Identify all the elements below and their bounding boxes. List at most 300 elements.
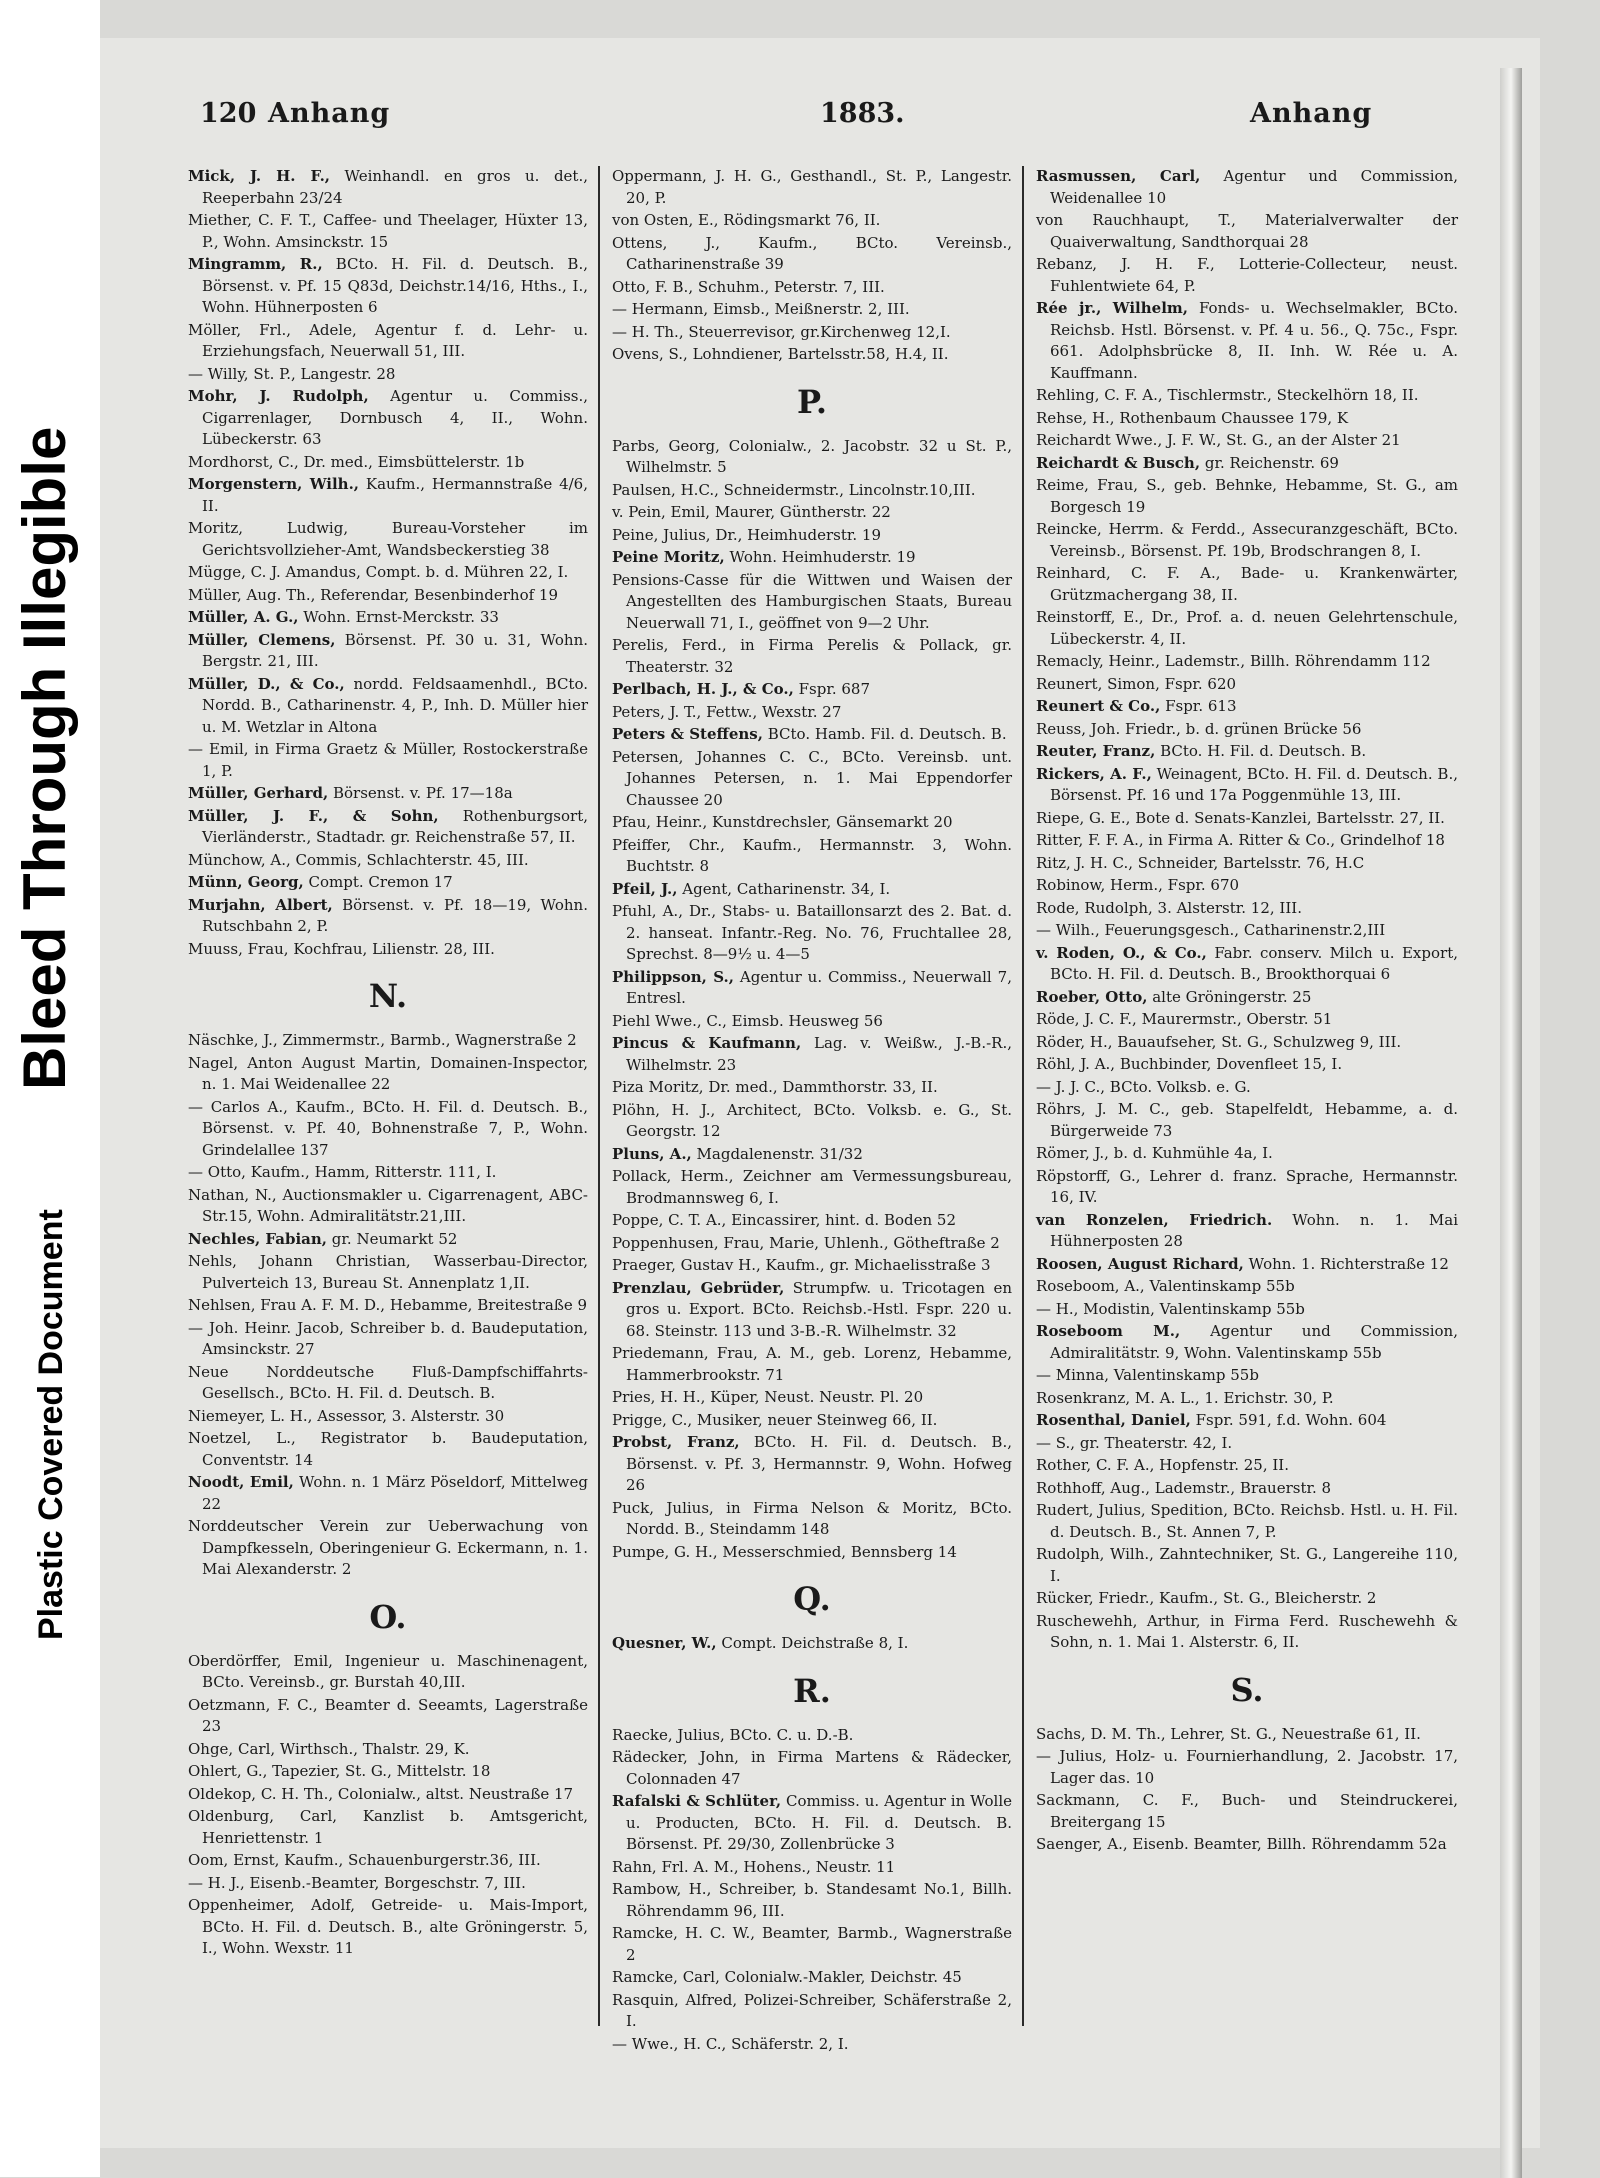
entry-text: Pfau, Heinr., Kunstdrechsler, Gänsemarkt 20 — [612, 813, 953, 831]
directory-entry — [1036, 920, 1458, 942]
directory-entry — [188, 1428, 588, 1471]
entry-text: Römer, J., b. d. Kuhmühle 4a, I. — [1036, 1144, 1273, 1162]
entry-text: Ottens, J., Kaufm., BCto. Vereinsb., Catharinenstraße 39 — [612, 233, 1012, 273]
directory-entry — [612, 812, 1012, 834]
directory-entry — [188, 1695, 588, 1738]
entry-text: v. Pein, Emil, Maurer, Güntherstr. 22 — [612, 503, 891, 521]
entry-text: BCto. Hamb. Fil. d. Deutsch. B. — [767, 725, 1007, 743]
entry-text: Rahn, Frl. A. M., Hohens., Neustr. 11 — [612, 1857, 896, 1876]
entry-text: Ramcke, H. C. W., Beamter, Barmb., Wagnerstraße 2 — [612, 1924, 1012, 1964]
entry-text: Agentur und Commission, Weidenallee 10 — [1050, 167, 1458, 207]
entry-name: Mick, J. H. F., — [188, 167, 331, 185]
entry-text: Fspr. 687 — [798, 680, 871, 698]
entry-text: Nathan, N., Auctionsmakler u. Cigarrenagent, ABC-Str.15, Wohn. Admiralitätstr.21,III. — [188, 1185, 588, 1225]
directory-entry — [1036, 1077, 1458, 1099]
directory-entry — [1036, 1099, 1458, 1142]
entry-text: nordd. Feldsaamenhdl., BCto. Nordd. B., Catharinenstr. 4, P., Inh. D. Müller hier u. M. Wetzlar in Altona — [202, 674, 588, 736]
entry-text: Rebanz, J. H. F., Lotterie-Collecteur, neust. Fuhlentwiete 64, P. — [1036, 255, 1458, 295]
entry-text: Börsenst. Pf. 30 u. 31, Wohn. Bergstr. 21, III. — [202, 630, 588, 670]
directory-entry — [1036, 1410, 1458, 1432]
directory-entry — [612, 344, 1012, 366]
directory-entry — [612, 679, 1012, 701]
entry-text: Oom, Ernst, Kaufm., Schauenburgerstr.36, III. — [188, 1851, 541, 1869]
directory-entry — [1036, 210, 1458, 253]
directory-entry — [188, 364, 588, 386]
entry-text: Pumpe, G. H., Messerschmied, Bennsberg 14 — [612, 1542, 957, 1561]
directory-entry — [612, 1990, 1012, 2033]
directory-entry — [612, 502, 1012, 524]
entry-text: Röpstorff, G., Lehrer d. franz. Sprache, Hermannstr. 16, IV. — [1036, 1166, 1458, 1206]
entry-text: Niemeyer, L. H., Assessor, 3. Alsterstr. 30 — [188, 1406, 505, 1425]
entry-text: Muuss, Frau, Kochfrau, Lilienstr. 28, III. — [188, 939, 495, 958]
directory-entry — [612, 299, 1012, 321]
entry-text: Moritz, Ludwig, Bureau-Vorsteher im Gerichtsvollzieher-Amt, Wandsbeckerstieg 38 — [188, 519, 588, 559]
year-heading: 1883. — [820, 98, 905, 129]
directory-entry — [612, 1210, 1012, 1232]
entry-text: Rother, C. F. A., Hopfenstr. 25, II. — [1036, 1456, 1290, 1474]
entry-text: Kaufm., Hermannstraße 4/6, II. — [202, 475, 588, 515]
directory-entry — [1036, 943, 1458, 986]
entry-text: — S., gr. Theaterstr. 42, I. — [1036, 1433, 1233, 1452]
entry-text: Prigge, C., Musiker, neuer Steinweg 66, II. — [612, 1410, 938, 1429]
entry-text: — Minna, Valentinskamp 55b — [1036, 1366, 1259, 1384]
entry-text: Reichardt Wwe., J. F. W., St. G., an der Alster 21 — [1036, 431, 1401, 449]
directory-entry — [1036, 1611, 1458, 1654]
entry-text: Noetzel, L., Registrator b. Baudeputation, Conventstr. 14 — [188, 1429, 588, 1469]
entry-text: Ohge, Carl, Wirthsch., Thalstr. 29, K. — [188, 1739, 470, 1758]
entry-text: Priedemann, Frau, A. M., geb. Lorenz, Hebamme, Hammerbrookstr. 71 — [612, 1344, 1012, 1384]
directory-entry — [188, 607, 588, 629]
entry-name: Pincus & Kaufmann, — [612, 1034, 802, 1052]
entry-text: — H., Modistin, Valentinskamp 55b — [1036, 1299, 1305, 1318]
directory-entry — [1036, 853, 1458, 875]
entry-text: Otto, F. B., Schuhm., Peterstr. 7, III. — [612, 277, 885, 296]
entry-text: Rothhoff, Aug., Lademstr., Brauerstr. 8 — [1036, 1478, 1332, 1497]
directory-entry — [612, 1255, 1012, 1277]
directory-entry — [1036, 1478, 1458, 1500]
letter-heading: N. — [368, 977, 408, 1015]
section-title-right: Anhang — [1250, 98, 1373, 129]
column-divider — [598, 166, 600, 2026]
letter-heading: P. — [797, 382, 827, 421]
directory-column-1 — [188, 166, 588, 2036]
entry-text: Rudolph, Wilh., Zahntechniker, St. G., Langereihe 110, I. — [1036, 1545, 1458, 1585]
entry-text: Saenger, A., Eisenb. Beamter, Billh. Röhrendamm 52a — [1036, 1835, 1447, 1853]
entry-text: Rothenburgsort, Vierländerstr., Stadtadr. gr. Reichenstraße 57, II. — [202, 806, 588, 846]
directory-entry — [1036, 1388, 1458, 1410]
directory-entry — [188, 1053, 588, 1096]
letter-heading: Q. — [793, 1580, 831, 1618]
directory-page — [100, 38, 1540, 2148]
entry-text: Agent, Catharinenstr. 34, I. — [682, 879, 891, 898]
directory-entry — [1036, 166, 1458, 209]
directory-entry — [1036, 385, 1458, 407]
entry-text: Oppenheimer, Adolf, Getreide- u. Mais-Import, BCto. H. Fil. d. Deutsch. B., alte Gröningerstr. 5, I., Wohn. Wexstr. 11 — [188, 1896, 588, 1957]
entry-text: Norddeutscher Verein zur Ueberwachung von Dampfkesseln, Oberingenieur G. Eckermann, n. 1. Mai Alexanderstr. 2 — [188, 1517, 588, 1578]
directory-entry — [612, 1233, 1012, 1255]
directory-entry — [188, 1295, 588, 1317]
entry-text: Parbs, Georg, Colonialw., 2. Jacobstr. 32 u St. P., Wilhelmstr. 5 — [612, 436, 1012, 476]
entry-text: BCto. H. Fil. d. Deutsch. B., Börsenst. v. Pf. 3, Hermannstr. 9, Wohn. Hofweg 26 — [626, 1433, 1012, 1494]
directory-entry — [612, 1879, 1012, 1922]
entry-name: Müller, Clemens, — [188, 630, 336, 649]
page-number: 120 — [200, 98, 257, 129]
directory-entry — [612, 1633, 1012, 1655]
entry-text: Mordhorst, C., Dr. med., Eimsbüttelerstr. 1b — [188, 452, 525, 471]
entry-text: gr. Reichenstr. 69 — [1204, 453, 1339, 472]
directory-entry — [188, 1162, 588, 1184]
entry-text: Compt. Deichstraße 8, I. — [721, 1634, 909, 1652]
entry-text: Fspr. 613 — [1165, 697, 1237, 715]
directory-entry — [1036, 808, 1458, 830]
entry-name: Rosenthal, Daniel, — [1036, 1411, 1191, 1429]
directory-entry — [612, 967, 1012, 1010]
entry-text: Raecke, Julius, BCto. C. u. D.-B. — [612, 1725, 854, 1744]
entry-text: Wohn. n. 1 März Pöseldorf, Mittelweg 22 — [202, 1473, 588, 1513]
entry-text: Sackmann, C. F., Buch- und Steindruckerei, Breitergang 15 — [1036, 1791, 1458, 1831]
entry-text: Näschke, J., Zimmermstr., Barmb., Wagnerstraße 2 — [188, 1031, 577, 1049]
entry-text: Oberdörffer, Emil, Ingenieur u. Maschinenagent, BCto. Vereinsb., gr. Burstah 40,III. — [188, 1651, 588, 1691]
entry-text: — Wwe., H. C., Schäferstr. 2, I. — [612, 2034, 849, 2053]
entry-name: Rasmussen, Carl, — [1036, 167, 1201, 185]
entry-text: Praeger, Gustav H., Kaufm., gr. Michaelisstraße 3 — [612, 1256, 991, 1274]
directory-entry — [1036, 475, 1458, 518]
directory-entry — [1036, 1724, 1458, 1746]
section-title-left: Anhang — [268, 98, 391, 129]
directory-entry — [612, 1077, 1012, 1099]
plastic-covered-stamp: Plastic Covered Document — [32, 1209, 70, 1640]
directory-entry — [1036, 1254, 1458, 1276]
directory-entry — [1036, 1009, 1458, 1031]
directory-entry — [188, 320, 588, 363]
directory-entry — [1036, 453, 1458, 475]
entry-text: Weinagent, BCto. H. Fil. d. Deutsch. B., Börsenst. Pf. 16 und 17a Poggenmühle 13, III. — [1050, 764, 1458, 804]
directory-entry — [612, 702, 1012, 724]
entry-text: Reuss, Joh. Friedr., b. d. grünen Brücke 56 — [1036, 719, 1362, 738]
entry-text: Wohn. Heimhuderstr. 19 — [729, 548, 916, 566]
directory-entry — [612, 1343, 1012, 1386]
letter-heading: R. — [793, 1671, 831, 1710]
directory-entry — [612, 1725, 1012, 1747]
entry-name: van Ronzelen, Friedrich. — [1036, 1210, 1273, 1229]
directory-entry — [1036, 987, 1458, 1009]
directory-entry — [188, 1761, 588, 1783]
entry-name: Roosen, August Richard, — [1036, 1254, 1244, 1273]
directory-entry — [1036, 741, 1458, 763]
directory-entry — [188, 630, 588, 673]
directory-entry — [612, 1967, 1012, 1989]
entry-name: Probst, Franz, — [612, 1433, 740, 1451]
directory-entry — [612, 436, 1012, 479]
directory-entry — [1036, 607, 1458, 650]
entry-text: Robinow, Herm., Fspr. 670 — [1036, 876, 1240, 894]
directory-entry — [612, 747, 1012, 812]
entry-text: Möller, Frl., Adele, Agentur f. d. Lehr- u. Erziehungsfach, Neuerwall 51, III. — [188, 320, 588, 360]
directory-entry — [1036, 298, 1458, 384]
directory-entry — [188, 1850, 588, 1872]
entry-text: Nehls, Johann Christian, Wasserbau-Director, Pulverteich 13, Bureau St. Annenplatz 1,II. — [188, 1252, 588, 1292]
entry-text: Roseboom, A., Valentinskamp 55b — [1036, 1277, 1295, 1295]
entry-name: Morgenstern, Wilh., — [188, 475, 360, 493]
entry-text: Reinhard, C. F. A., Bade- u. Krankenwärter, Grützmachergang 38, II. — [1036, 564, 1458, 604]
entry-text: Remacly, Heinr., Lademstr., Billh. Röhrendamm 112 — [1036, 652, 1431, 670]
directory-entry — [612, 1747, 1012, 1790]
directory-entry — [188, 1406, 588, 1428]
directory-entry — [612, 879, 1012, 901]
entry-text: — Joh. Heinr. Jacob, Schreiber b. d. Baudeputation, Amsinckstr. 27 — [188, 1318, 588, 1358]
directory-entry — [1036, 519, 1458, 562]
entry-name: Roseboom M., — [1036, 1322, 1181, 1340]
directory-entry — [612, 1542, 1012, 1564]
entry-name: Rickers, A. F., — [1036, 764, 1152, 783]
entry-text: — Hermann, Eimsb., Meißnerstr. 2, III. — [612, 300, 910, 318]
entry-text: Sachs, D. M. Th., Lehrer, St. G., Neuestraße 61, II. — [1036, 1724, 1421, 1743]
directory-entry — [1036, 875, 1458, 897]
entry-text: — Willy, St. P., Langestr. 28 — [188, 364, 396, 383]
entry-text: Röde, J. C. F., Maurermstr., Oberstr. 51 — [1036, 1010, 1333, 1028]
entry-text: BCto. H. Fil. d. Deutsch. B. — [1160, 742, 1367, 760]
entry-name: Philippson, S., — [612, 967, 734, 986]
entry-text: von Osten, E., Rödingsmarkt 76, II. — [612, 211, 881, 229]
directory-entry — [612, 901, 1012, 966]
directory-entry — [612, 277, 1012, 299]
entry-text: Fspr. 591, f.d. Wohn. 604 — [1195, 1411, 1387, 1429]
entry-text: Agentur u. Commiss., Cigarrenlager, Dornbusch 4, II., Wohn. Lübeckerstr. 63 — [202, 387, 588, 448]
entry-text: Strumpfw. u. Tricotagen en gros u. Export. BCto. Reichsb.-Hstl. Fspr. 220 u. 68. Steinstr. 113 und 3-B.-R. Wilhelmstr. 32 — [626, 1278, 1012, 1340]
directory-entry — [612, 1033, 1012, 1076]
entry-text: — Wilh., Feuerungsgesch., Catharinenstr.2,III — [1036, 921, 1386, 939]
directory-entry — [188, 739, 588, 782]
entry-name: Peters & Steffens, — [612, 725, 763, 743]
directory-entry — [188, 895, 588, 938]
directory-entry — [188, 518, 588, 561]
directory-entry — [188, 562, 588, 584]
directory-entry — [1036, 764, 1458, 807]
entry-text: Reincke, Herrm. & Ferdd., Assecuranzgeschäft, BCto. Vereinsb., Börsenst. Pf. 19b, Brodschrangen 8, I. — [1036, 520, 1458, 560]
entry-text: Puck, Julius, in Firma Nelson & Moritz, BCto. Nordd. B., Steindamm 148 — [612, 1498, 1012, 1538]
entry-text: Oldenburg, Carl, Kanzlist b. Amtsgericht, Henriettenstr. 1 — [188, 1807, 588, 1847]
directory-entry — [1036, 563, 1458, 606]
directory-column-3 — [1036, 166, 1458, 2036]
entry-text: Pfuhl, A., Dr., Stabs- u. Bataillonsarzt des 2. Bat. d. 2. hanseat. Infantr.-Reg. No. 76, Fruchtallee 28, Sprechst. 8—9½ u. 4—5 — [612, 902, 1012, 963]
entry-name: Peine Moritz, — [612, 548, 725, 566]
entry-name: Prenzlau, Gebrüder, — [612, 1278, 785, 1297]
letter-heading: S. — [1230, 1670, 1264, 1709]
directory-entry — [612, 2034, 1012, 2056]
directory-entry — [1036, 1746, 1458, 1789]
directory-entry — [188, 1229, 588, 1251]
entry-text: Ruschewehh, Arthur, in Firma Ferd. Ruschewehh & Sohn, n. 1. Mai 1. Alsterstr. 6, II. — [1036, 1611, 1458, 1651]
entry-text: Pfeiffer, Chr., Kaufm., Hermannstr. 3, Wohn. Buchtstr. 8 — [612, 835, 1012, 875]
directory-entry — [188, 939, 588, 961]
directory-entry — [1036, 430, 1458, 452]
entry-text: — H. J., Eisenb.-Beamter, Borgeschstr. 7, III. — [188, 1873, 526, 1892]
directory-entry — [188, 1472, 588, 1515]
directory-entry — [1036, 1143, 1458, 1165]
directory-entry — [612, 1278, 1012, 1343]
entry-text: Wohn. 1. Richterstraße 12 — [1248, 1254, 1449, 1273]
entry-text: Weinhandl. en gros u. det., Reeperbahn 23/24 — [202, 167, 588, 207]
directory-entry — [188, 1784, 588, 1806]
directory-entry — [612, 724, 1012, 746]
entry-text: Piehl Wwe., C., Eimsb. Heusweg 56 — [612, 1011, 883, 1030]
entry-text: Rehling, C. F. A., Tischlermstr., Steckelhörn 18, II. — [1036, 386, 1419, 404]
bleed-through-stamp: Bleed Through Illegible — [11, 426, 78, 1090]
entry-name: Reichardt & Busch, — [1036, 453, 1201, 472]
entry-text: Agentur und Commission, Admiralitätstr. 9, Wohn. Valentinskamp 55b — [1050, 1322, 1458, 1362]
entry-text: Agentur u. Commiss., Neuerwall 7, Entresl. — [626, 967, 1012, 1007]
entry-text: gr. Neumarkt 52 — [331, 1229, 458, 1248]
directory-entry — [612, 835, 1012, 878]
entry-text: Oldekop, C. H. Th., Colonialw., altst. Neustraße 17 — [188, 1784, 574, 1803]
entry-text: Magdalenenstr. 31/32 — [696, 1144, 863, 1163]
directory-entry — [188, 1895, 588, 1960]
entry-text: Rädecker, John, in Firma Martens & Rädecker, Colonnaden 47 — [612, 1748, 1012, 1788]
entry-name: Rée jr., Wilhelm, — [1036, 299, 1188, 317]
directory-entry — [1036, 1166, 1458, 1209]
entry-name: Nechles, Fabian, — [188, 1229, 328, 1248]
directory-entry — [612, 1857, 1012, 1879]
directory-entry — [188, 474, 588, 517]
directory-entry — [612, 1100, 1012, 1143]
entry-text: Wohn. n. 1. Mai Hühnerposten 28 — [1050, 1210, 1458, 1250]
entry-text: Reunert, Simon, Fspr. 620 — [1036, 674, 1237, 693]
entry-text: Plöhn, H. J., Architect, BCto. Volksb. e. G., St. Georgstr. 12 — [612, 1100, 1012, 1140]
directory-entry — [188, 783, 588, 805]
entry-text: Röhrs, J. M. C., geb. Stapelfeldt, Hebamme, a. d. Bürgerweide 73 — [1036, 1100, 1458, 1140]
directory-entry — [188, 1516, 588, 1581]
entry-text: Wohn. Ernst-Merckstr. 33 — [303, 608, 499, 626]
directory-entry — [1036, 254, 1458, 297]
directory-entry — [1036, 1544, 1458, 1587]
directory-entry — [1036, 1276, 1458, 1298]
entry-text: Piza Moritz, Dr. med., Dammthorstr. 33, II. — [612, 1078, 938, 1096]
entry-text: Rosenkranz, M. A. L., 1. Erichstr. 30, P. — [1036, 1388, 1334, 1407]
entry-text: — Carlos A., Kaufm., BCto. H. Fil. d. Deutsch. B., Börsenst. v. Pf. 40, Bohnenstraße 7, P., Wohn. Grindelallee 137 — [188, 1097, 588, 1159]
entry-text: von Rauchhaupt, T., Materialverwalter der Quaiverwaltung, Sandthorquai 28 — [1036, 211, 1458, 251]
directory-entry — [1036, 696, 1458, 718]
directory-entry — [188, 1651, 588, 1694]
page-edge — [1500, 68, 1522, 2178]
directory-entry — [612, 1011, 1012, 1033]
entry-name: Murjahn, Albert, — [188, 895, 333, 914]
entry-text: Pensions-Casse für die Wittwen und Waisen der Angestellten des Hamburgischen Staats, Bureau Neuerwall 71, I., geöffnet von 9—2 Uhr. — [612, 570, 1012, 632]
directory-entry — [612, 1498, 1012, 1541]
entry-text: — Julius, Holz- u. Fournierhandlung, 2. Jacobstr. 17, Lager das. 10 — [1036, 1747, 1458, 1787]
entry-text: Börsenst. v. Pf. 17—18a — [332, 784, 513, 802]
directory-entry — [612, 1410, 1012, 1432]
entry-text: Nagel, Anton August Martin, Domainen-Inspector, n. 1. Mai Weidenallee 22 — [188, 1053, 588, 1093]
entry-text: Ritz, J. H. C., Schneider, Bartelsstr. 76, H.C — [1036, 853, 1365, 872]
directory-entry — [612, 480, 1012, 502]
directory-entry — [612, 1166, 1012, 1209]
entry-name: Quesner, W., — [612, 1634, 717, 1652]
entry-text: Rasquin, Alfred, Polizei-Schreiber, Schäferstraße 2, I. — [612, 1990, 1012, 2030]
directory-entry — [1036, 1500, 1458, 1543]
entry-text: Neue Norddeutsche Fluß-Dampfschiffahrts-Gesellsch., BCto. H. Fil. d. Deutsch. B. — [188, 1362, 588, 1402]
entry-text: Compt. Cremon 17 — [308, 873, 453, 891]
directory-entry — [188, 806, 588, 849]
entry-name: Mingramm, R., — [188, 255, 323, 273]
directory-entry — [188, 1806, 588, 1849]
entry-text: Rücker, Friedr., Kaufm., St. G., Bleicherstr. 2 — [1036, 1589, 1377, 1607]
entry-text: Perelis, Ferd., in Firma Perelis & Pollack, gr. Theaterstr. 32 — [612, 636, 1012, 676]
entry-text: Reinstorff, E., Dr., Prof. a. d. neuen Gelehrtenschule, Lübeckerstr. 4, II. — [1036, 608, 1458, 648]
entry-text: Ramcke, Carl, Colonialw.-Makler, Deichstr. 45 — [612, 1968, 962, 1986]
entry-text: Oetzmann, F. C., Beamter d. Seeamts, Lagerstraße 23 — [188, 1695, 588, 1735]
entry-text: Ovens, S., Lohndiener, Bartelsstr.58, H.4, II. — [612, 345, 949, 363]
directory-entry — [188, 452, 588, 474]
entry-name: Müller, A. G., — [188, 608, 299, 626]
directory-entry — [612, 166, 1012, 209]
entry-text: Miether, C. F. T., Caffee- und Theelager, Hüxter 13, P., Wohn. Amsinckstr. 15 — [188, 211, 588, 251]
directory-entry — [612, 1432, 1012, 1497]
directory-entry — [612, 322, 1012, 344]
entry-text: Poppe, C. T. A., Eincassirer, hint. d. Boden 52 — [612, 1211, 957, 1229]
directory-entry — [188, 386, 588, 451]
directory-entry — [1036, 1321, 1458, 1364]
entry-name: Noodt, Emil, — [188, 1473, 294, 1491]
directory-entry — [188, 1030, 588, 1052]
directory-entry — [1036, 1588, 1458, 1610]
entry-text: Fonds- u. Wechselmakler, BCto. Reichsb. Hstl. Börsenst. v. Pf. 4 u. 56., Q. 75c., Fspr. 661. Adolphsbrücke 8, II. Inh. W. Rée u. A. Kauffmann. — [1050, 299, 1458, 382]
entry-text: Pollack, Herm., Zeichner am Vermessungsbureau, Brodmannsweg 6, I. — [612, 1167, 1012, 1207]
directory-entry — [1036, 1210, 1458, 1253]
entry-text: Mügge, C. J. Amandus, Compt. b. d. Mühren 22, I. — [188, 563, 569, 581]
directory-entry — [1036, 1054, 1458, 1076]
entry-text: Rehse, H., Rothenbaum Chaussee 179, K — [1036, 408, 1349, 427]
entry-text: — H. Th., Steuerrevisor, gr.Kirchenweg 12,I. — [612, 322, 951, 341]
directory-entry — [1036, 1032, 1458, 1054]
directory-entry — [612, 1791, 1012, 1856]
directory-entry — [188, 1251, 588, 1294]
entry-name: Pfeil, J., — [612, 879, 678, 898]
directory-entry — [1036, 1433, 1458, 1455]
directory-entry — [1036, 830, 1458, 852]
entry-text: — Emil, in Firma Graetz & Müller, Rostockerstraße 1, P. — [188, 740, 588, 780]
entry-text: Münchow, A., Commis, Schlachterstr. 45, III. — [188, 850, 529, 869]
directory-entry — [188, 254, 588, 319]
entry-text: Nehlsen, Frau A. F. M. D., Hebamme, Breitestraße 9 — [188, 1296, 588, 1314]
entry-text: Rambow, H., Schreiber, b. Standesamt No.1, Billh. Röhrendamm 96, III. — [612, 1880, 1012, 1920]
entry-text: Peters, J. T., Fettw., Wexstr. 27 — [612, 702, 842, 721]
entry-text: Lag. v. Weißw., J.-B.-R., Wilhelmstr. 23 — [626, 1034, 1012, 1074]
entry-name: v. Roden, O., & Co., — [1036, 943, 1207, 962]
directory-entry — [188, 850, 588, 872]
entry-text: Ohlert, G., Tapezier, St. G., Mittelstr. 18 — [188, 1762, 491, 1780]
directory-entry — [612, 210, 1012, 232]
directory-entry — [188, 1318, 588, 1361]
entry-name: Roeber, Otto, — [1036, 987, 1148, 1006]
entry-name: Müller, J. F., & Sohn, — [188, 806, 439, 825]
entry-text: Oppermann, J. H. G., Gesthandl., St. P., Langestr. 20, P. — [612, 167, 1012, 207]
entry-text: — J. J. C., BCto. Volksb. e. G. — [1036, 1077, 1251, 1096]
entry-name: Müller, D., & Co., — [188, 674, 345, 693]
directory-entry — [188, 210, 588, 253]
directory-entry — [612, 570, 1012, 635]
entry-name: Mohr, J. Rudolph, — [188, 387, 369, 405]
directory-entry — [1036, 408, 1458, 430]
entry-text: alte Gröningerstr. 25 — [1152, 987, 1312, 1006]
entry-text: BCto. H. Fil. d. Deutsch. B., Börsenst. v. Pf. 15 Q83d, Deichstr.14/16, Hths., I., Wohn. Hühnerposten 6 — [202, 255, 588, 316]
entry-text: Röder, H., Bauaufseher, St. G., Schulzweg 9, III. — [1036, 1032, 1402, 1051]
entry-text: Reime, Frau, S., geb. Behnke, Hebamme, St. G., am Borgesch 19 — [1036, 476, 1458, 516]
entry-text: Paulsen, H.C., Schneidermstr., Lincolnstr.10,III. — [612, 480, 976, 499]
entry-text: Petersen, Johannes C. C., BCto. Vereinsb. unt. Johannes Petersen, n. 1. Mai Eppendorfer Chaussee 20 — [612, 747, 1012, 809]
directory-entry — [188, 166, 588, 209]
entry-name: Pluns, A., — [612, 1144, 692, 1163]
entry-text: Pries, H. H., Küper, Neust. Neustr. Pl. 20 — [612, 1388, 924, 1406]
